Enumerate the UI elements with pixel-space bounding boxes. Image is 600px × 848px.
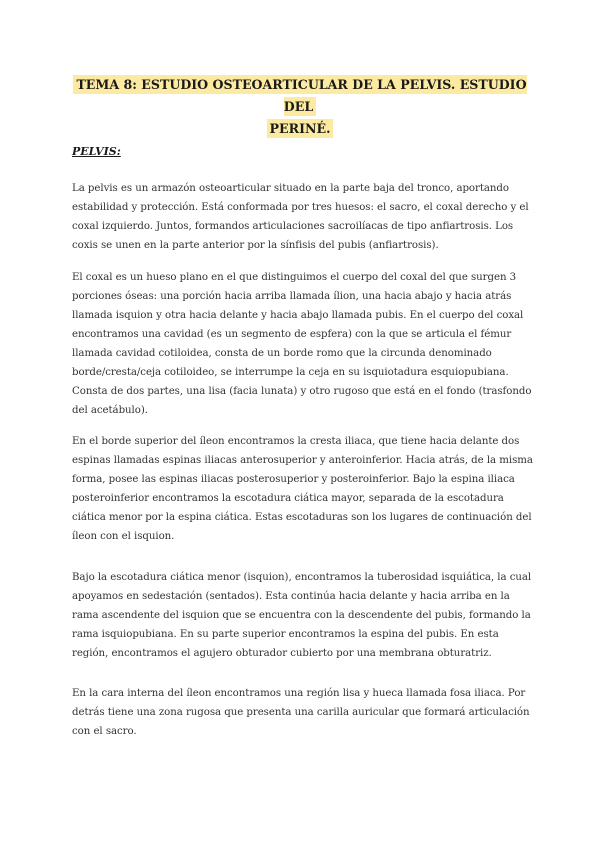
title-line-2: PERINÉ.	[267, 119, 334, 138]
paragraph-ileon-border: En el borde superior del íleon encontramos la cresta iliaca, que tiene hacia delante dos espinas llamadas espinas iliacas anterosuperior y anteroinferior. Hacia atrás, de la misma forma, posee las espinas iliacas posterosuperior y posteroinferior. Bajo la espina iliaca posteroinferior encontramos la escotadura ciática mayor, separada de la escotadura ciática menor por la espina ciática. Estas escotaduras son los lugares de continuación del íleon con el isquion.	[72, 436, 533, 542]
title-line-1: TEMA 8: ESTUDIO OSTEOARTICULAR DE LA PELVIS. ESTUDIO DEL	[73, 75, 526, 116]
paragraph-pelvis-intro: La pelvis es un armazón osteoarticular situado en la parte baja del tronco, aportando estabilidad y protección. Está conformada por tres huesos: el sacro, el coxal derecho y el coxal izquierdo. Juntos, formandos articulaciones sacroilíacas de tipo anfiartrosis. Los coxis se unen en la parte anterior por la sínfisis del pubis (anfiartrosis).	[72, 183, 529, 251]
document-title	[60, 74, 540, 140]
paragraph-fosa-iliaca: En la cara interna del íleon encontramos una región lisa y hueca llamada fosa iliaca. Por detrás tiene una zona rugosa que presenta una carilla auricular que formará articulación con el sacro.	[72, 688, 530, 737]
section-heading: PELVIS:	[72, 145, 121, 158]
paragraph-isquion: Bajo la escotadura ciática menor (isquion), encontramos la tuberosidad isquiática, la cual apoyamos en sedestación (sentados). Esta continúa hacia delante y hacia arriba en la rama ascendente del isquion que se encuentra con la descendente del pubis, formando la rama isquiopubiana. En su parte superior encontramos la espina del pubis. En esta región, encontramos el agujero obturador cubierto por una membrana obturatriz.	[72, 572, 532, 659]
paragraph-coxal: El coxal es un hueso plano en el que distinguimos el cuerpo del coxal del que surgen 3 porciones óseas: una porción hacia arriba llamada ílion, una hacia abajo y hacia atrás llamada isquion y otra hacia delante y hacia abajo llamada pubis. En el cuerpo del coxal encontramos una cavidad (es un segmento de espfera) con la que se articula el fémur llamada cavidad cotiloidea, consta de un borde romo que la circunda denominado borde/cresta/ceja cotiloideo, se interrumpe la ceja en su isquiotadura esquiopubiana. Consta de dos partes, una lisa (facia lunata) y otro rugoso que está en el fondo (trasfondo del acetábulo).	[72, 272, 532, 416]
